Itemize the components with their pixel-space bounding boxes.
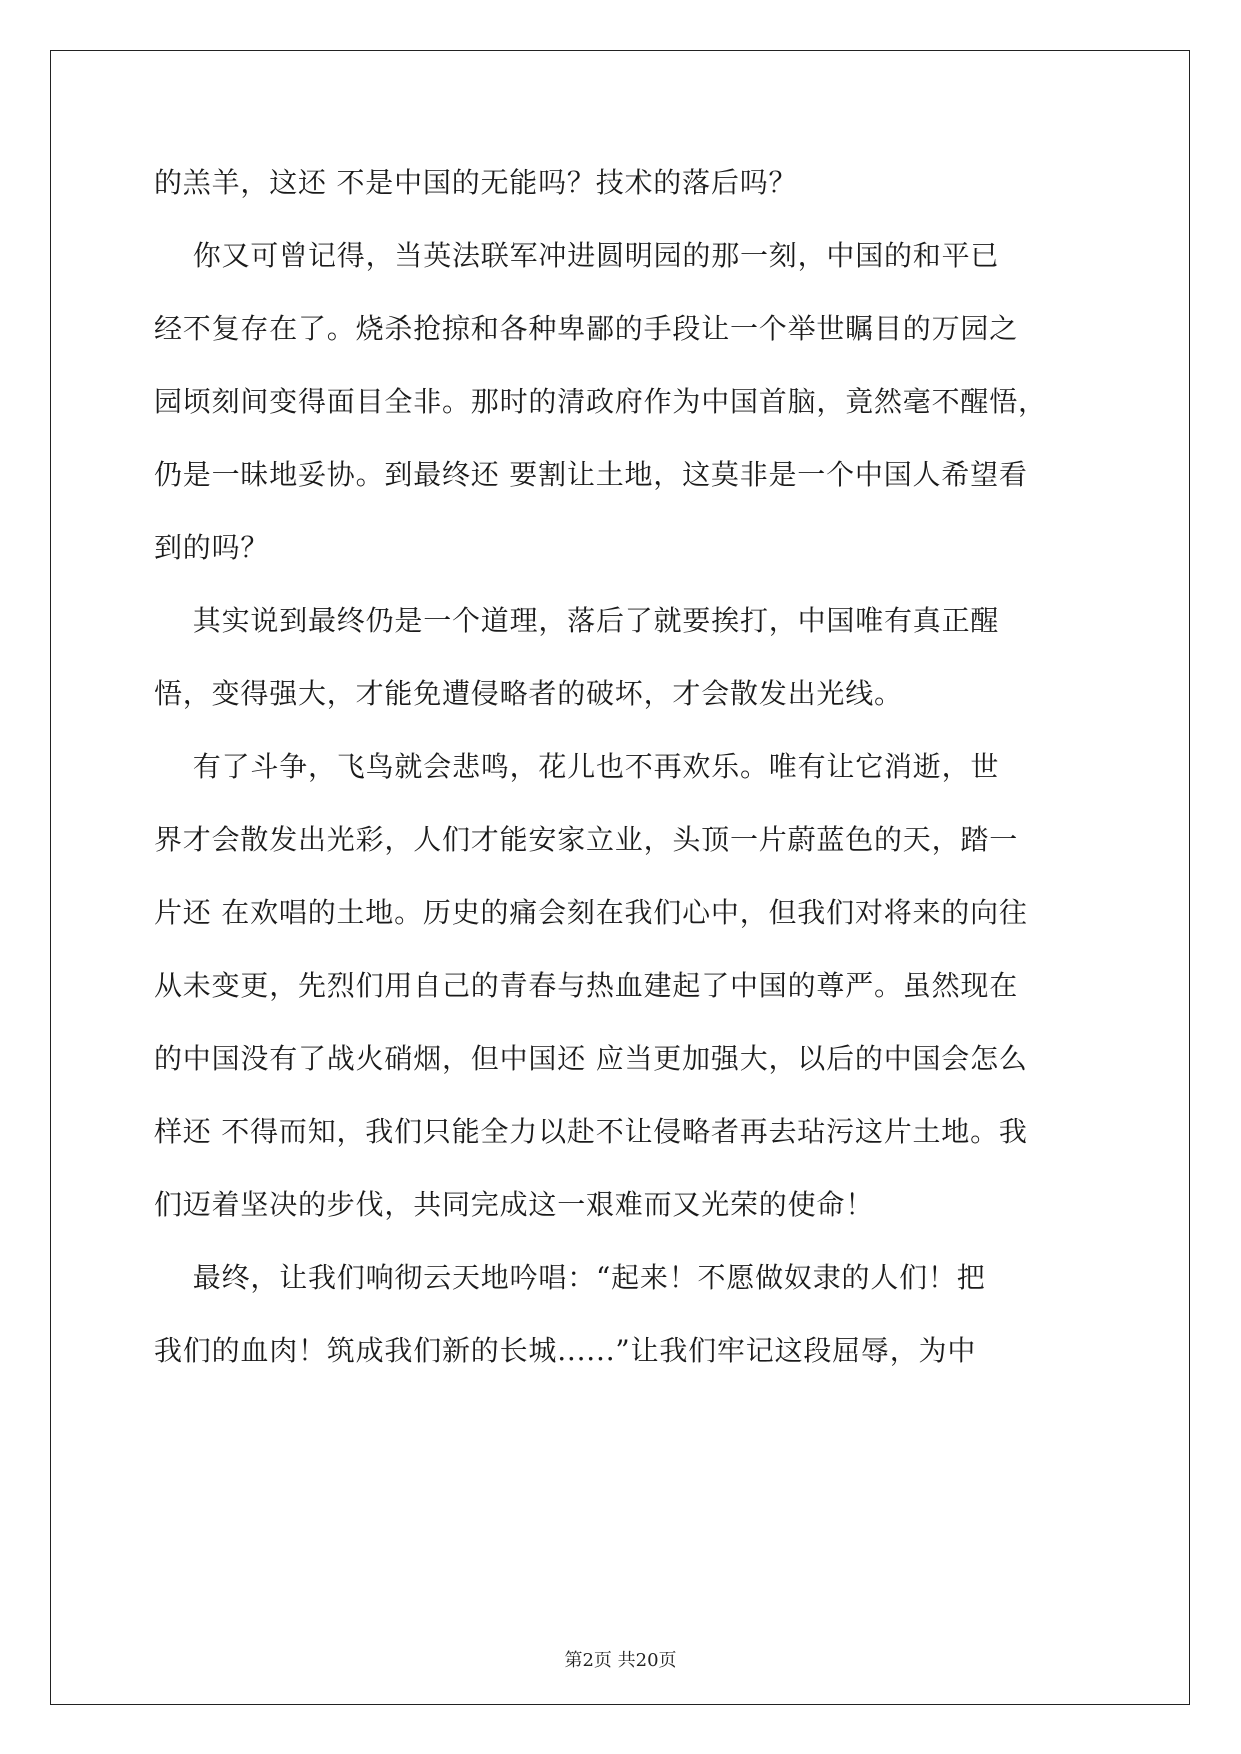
text-line: 仍是一昧地妥协。到最终还 要割让土地，这莫非是一个中国人希望看 [154,458,1028,491]
text-line: 到的吗？ [154,531,270,564]
page-number: 第2页 共20页 [564,1650,677,1671]
text-line: 最终，让我们响彻云天地吟唱：“起来！不愿做奴隶的人们！把 [154,1261,986,1294]
text-line: 的羔羊，这还 不是中国的无能吗？技术的落后吗？ [154,166,798,199]
text-line: 的中国没有了战火硝烟，但中国还 应当更加强大，以后的中国会怎么 [154,1042,1028,1075]
text-line: 样还 不得而知，我们只能全力以赴不让侵略者再去玷污这片土地。我 [154,1115,1028,1148]
text-line: 有了斗争，飞鸟就会悲鸣，花儿也不再欢乐。唯有让它消逝，世 [154,750,1000,783]
text-line: 们迈着坚决的步伐，共同完成这一艰难而又光荣的使命！ [154,1188,875,1221]
text-line: 你又可曾记得，当英法联军冲进圆明园的那一刻，中国的和平已 [154,239,1000,272]
page-border [50,50,1190,1705]
text-line: 经不复存在了。烧杀抢掠和各种卑鄙的手段让一个举世瞩目的万园之 [154,312,1019,345]
text-line: 界才会散发出光彩，人们才能安家立业，头顶一片蔚蓝色的天，踏一 [154,823,1019,856]
text-line: 从未变更，先烈们用自己的青春与热血建起了中国的尊严。虽然现在 [154,969,1019,1002]
text-line: 片还 在欢唱的土地。历史的痛会刻在我们心中，但我们对将来的向往 [154,896,1028,929]
text-line: 园顷刻间变得面目全非。那时的清政府作为中国首脑，竟然毫不醒悟， [154,385,1047,418]
text-line: 我们的血肉！筑成我们新的长城......”让我们牢记这段屈辱，为中 [154,1334,977,1367]
text-line: 其实说到最终仍是一个道理，落后了就要挨打，中国唯有真正醒 [154,604,1000,637]
text-line: 悟，变得强大，才能免遭侵略者的破坏，才会散发出光线。 [154,677,903,710]
